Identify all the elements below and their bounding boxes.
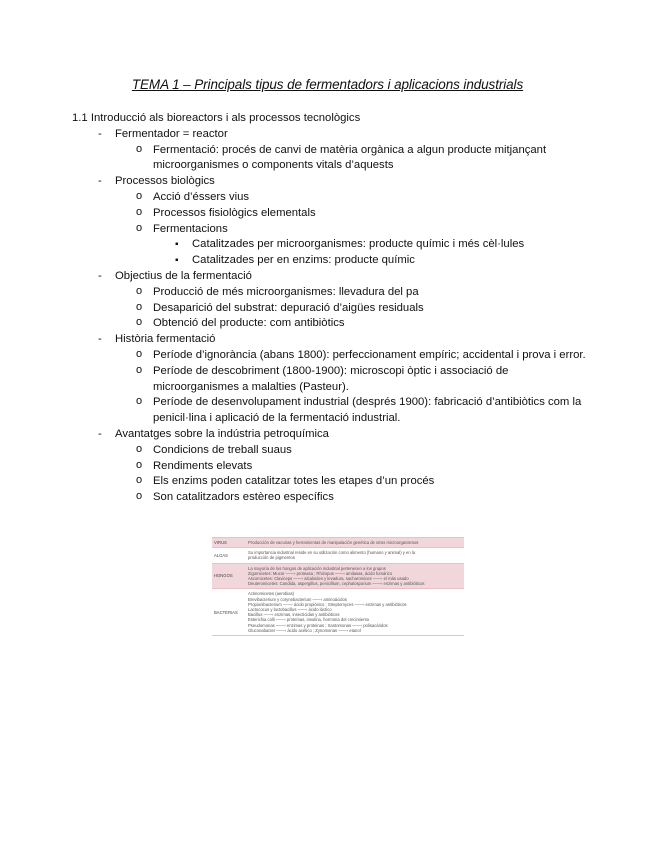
list-item — [98, 427, 592, 506]
table-line: Deuteromicetes: Candida, aspergillus, penicillium, cephalosporium ——› enzimas y antibióticos — [248, 581, 425, 587]
table-category: VIRUS — [214, 540, 227, 545]
table-line: Propionibacterium ——› ácido propiónico ; Streptomyces ——› enzimas y antibióticos — [248, 601, 407, 607]
page-title: TEMA 1 – Principals tipus de fermentadors i aplicacions industrials — [131, 77, 524, 92]
table-row — [212, 548, 464, 563]
table-description — [246, 589, 464, 635]
table-description — [246, 564, 464, 589]
list-item — [98, 269, 592, 332]
sub-list — [115, 143, 592, 175]
table-row — [212, 564, 464, 590]
table-category: ALGAS — [214, 552, 228, 558]
table-category: HONGOS — [214, 573, 233, 579]
table-description — [246, 538, 464, 547]
table-category: BACTERIAS — [214, 609, 238, 615]
sub-item: o Rendiments elevats — [136, 459, 592, 475]
sub-list — [115, 348, 592, 427]
item-label: Fermentador = reactor — [115, 127, 228, 140]
table-line: Gluconabacter ——› ácido acético ; Zynomonas ——› etanol — [248, 627, 361, 633]
subsub-item: ▪ Catalitzades per en enzims: producte químic — [175, 253, 592, 269]
list-item — [98, 174, 592, 269]
document-body — [72, 111, 592, 506]
sub-item: o Obtenció del producte: com antibiòtics — [136, 316, 592, 332]
section-heading: 1.1 Introducció als bioreactors i als processos tecnològics — [72, 112, 361, 124]
table-line: Zigomicetes: Mucor ——› proteasa ; Rhizopus ——› amilasas, ácido fumárico — [248, 570, 393, 576]
table-line: Actinomicetes (aerobias) — [248, 591, 295, 597]
table-line: Lactococus y lactobacillus ——› ácido láctico — [248, 607, 332, 613]
table-line: Producción de vacunas y herramientas de manipulación genética de otros microorganismos — [248, 540, 419, 545]
table-line: Esterichia colli ——› proteínas, insulina, hormona del crecimiento — [248, 617, 370, 623]
sub-item-label: Fermentacions — [153, 222, 228, 235]
sub-item: o Acció d’éssers vius — [136, 190, 592, 206]
sub-item: o Condicions de treball suaus — [136, 443, 592, 459]
sub-list — [115, 285, 592, 332]
item-label: Objectius de la fermentació — [115, 269, 252, 282]
table-line: Bacillus ——› enzimas, insecticidas y antibióticos — [248, 612, 340, 618]
table-line: Ascomicetes: Claviceps ——› alcaloides y levadura, sacharomices ——› el más usado — [248, 576, 409, 582]
item-label: Avantatges sobre la indústria petroquímica — [115, 427, 329, 440]
table-line: producción de pigmentos — [248, 555, 295, 561]
sub-item: o Els enzims poden catalitzar totes les etapes d’un procés — [136, 474, 592, 490]
sub-list — [115, 443, 592, 506]
table-description — [246, 548, 464, 562]
table-line: Su importancia industrial reside en su utilización como alimento (humano y animal) y en la — [248, 550, 416, 556]
topic-list — [72, 127, 592, 506]
sub-item: o Fermentació: procés de canvi de matèria orgànica a algun producte mitjançant microorganismes o components vitals d’aquests — [136, 143, 592, 175]
table-row — [212, 589, 464, 636]
item-label: Història fermentació — [115, 333, 216, 346]
table-line: La mayoría de los hongos de aplicación industrial pertenecen a los grupos — [248, 565, 386, 571]
item-label: Processos biològics — [115, 175, 215, 188]
sub-item: o Període de desenvolupament industrial (després 1900): fabricació d’antibiòtics com la penicil·lina i aplicació de la fermentació industrial. — [136, 395, 592, 427]
sub-item: o Període d’ignorància (abans 1800): perfeccionament empíric; accidental i prova i error. — [136, 348, 592, 364]
list-item — [98, 127, 592, 174]
table-row — [212, 538, 464, 548]
subsub-item: ▪ Catalitzades per microorganismes: producte químic i més cèl·lules — [175, 237, 592, 253]
microorganism-table-figure — [212, 537, 464, 636]
sub-item: o Producció de més microorganismes: llevadura del pa — [136, 285, 592, 301]
subsub-list — [153, 237, 592, 269]
sub-item: o Desaparició del substrat: depuració d’aigües residuals — [136, 301, 592, 317]
sub-item: o Processos fisiològics elementals — [136, 206, 592, 222]
sub-item: o Son catalitzadors estèreo específics — [136, 490, 592, 506]
sub-item — [136, 222, 592, 269]
sub-item: o Període de descobriment (1800-1900): microscopi òptic i associació de microorganismes a malalties (Pasteur). — [136, 364, 592, 396]
list-item — [98, 332, 592, 427]
table-line: Pseudomonas ——› enzimas y proteinas ; Xantomonas ——› polisacáridos — [248, 622, 388, 628]
table-line: Brevibacterium y corynebacterium ——› aminoácidos — [248, 596, 347, 602]
sub-list — [115, 190, 592, 269]
